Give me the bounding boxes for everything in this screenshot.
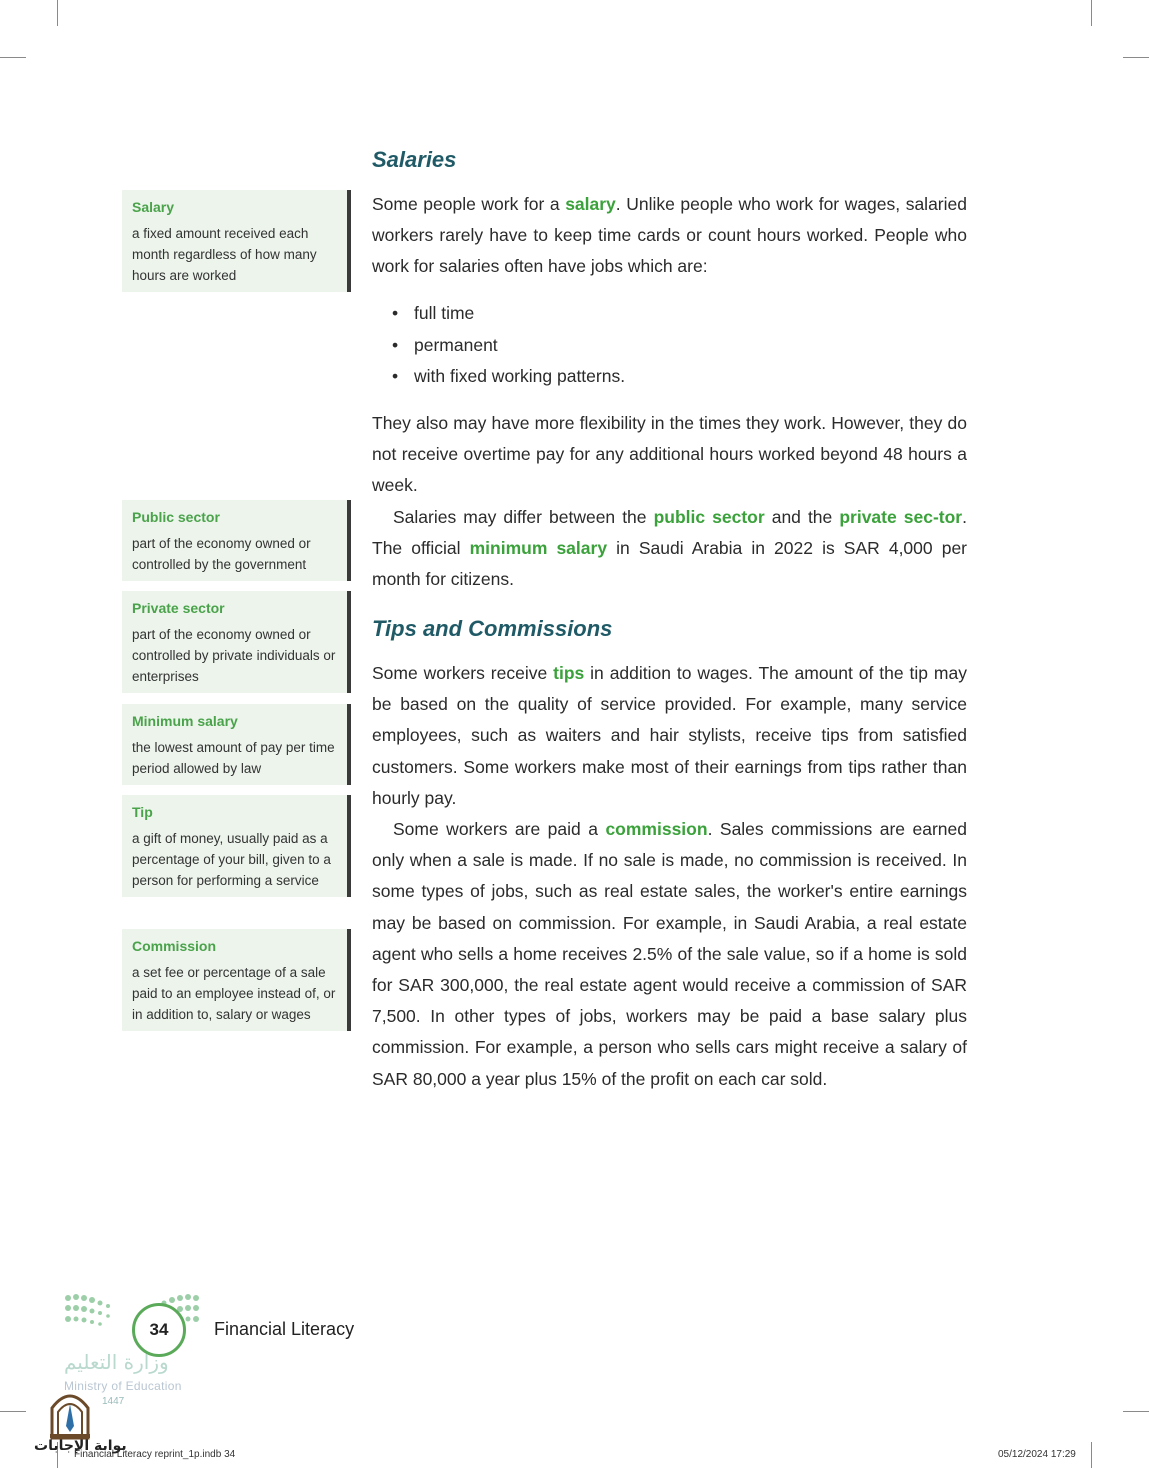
ministry-name-arabic: وزارة التعليم <box>64 1350 169 1374</box>
glossary-box-salary <box>122 190 351 292</box>
salaries-paragraph-3 <box>372 502 967 596</box>
crop-mark <box>1091 0 1092 26</box>
book-title: Financial Literacy <box>214 1319 355 1339</box>
glossary-box-public-sector <box>122 500 351 581</box>
page-number: 34 <box>149 1320 169 1339</box>
salaries-paragraph-2 <box>372 408 967 595</box>
tips-section-body <box>372 658 967 1095</box>
glossary-term: Minimum salary <box>132 713 238 729</box>
glossary-box-private-sector <box>122 591 351 693</box>
glossary-term: Commission <box>132 938 217 954</box>
crop-mark <box>57 0 58 26</box>
text-run: Some workers receive <box>372 663 554 683</box>
crop-mark <box>0 57 26 58</box>
crop-mark <box>1123 1411 1149 1412</box>
glossary-definition: a set fee or percentage of a sale paid to an employee instead of, or in addition to, salary or wages <box>132 965 336 1022</box>
glossary-box-tip <box>122 795 351 897</box>
text-run: and the <box>764 506 840 527</box>
year-label: 1447 <box>102 1396 125 1407</box>
glossary-definition: a fixed amount received each month regardless of how many hours are worked <box>132 226 317 283</box>
glossary-definition: the lowest amount of pay per time period allowed by law <box>132 740 335 776</box>
glossary-definition: part of the economy owned or controlled by private individuals or enterprises <box>132 627 336 684</box>
glossary-term: Tip <box>132 804 153 820</box>
keyword-public-sector: public sector <box>653 506 765 527</box>
watermark-logo-icon <box>46 1388 94 1440</box>
text-run: Salaries may differ between the <box>393 506 654 527</box>
print-slug-date: 05/12/2024 17:29 <box>998 1449 1076 1460</box>
glossary-definition: a gift of money, usually paid as a percentage of your bill, given to a person for performing a service <box>132 831 331 888</box>
crop-mark <box>1091 1442 1092 1468</box>
text-run: in Saudi Arabia in 2022 is SAR 4,000 per month for citizens. <box>372 537 967 590</box>
glossary-term: Private sector <box>132 600 225 616</box>
glossary-box-minimum-salary <box>122 704 351 785</box>
keyword-minimum-salary: minimum salary <box>469 537 608 558</box>
salaries-paragraph-1 <box>372 189 967 283</box>
crop-mark <box>0 1411 26 1412</box>
paragraph-text: They also may have more flexibility in the times they work. However, they do not receive overtime pay for any additional hours worked beyond 48 hours a week. <box>372 413 967 496</box>
glossary-definition: part of the economy owned or controlled by the government <box>132 536 311 572</box>
glossary-term: Public sector <box>132 509 220 525</box>
watermark-text: بوابة الإجابات <box>34 1438 127 1454</box>
list-item: • full time <box>392 298 625 330</box>
keyword-tips: tips <box>553 663 585 683</box>
text-run: . The official <box>372 506 967 558</box>
glossary-term: Salary <box>132 199 175 215</box>
job-features-list <box>392 298 625 393</box>
ministry-name-english: Ministry of Education <box>64 1379 182 1393</box>
text-run: . Sales commissions are earned only when a sale is made. If no sale is made, no commission is received. In some types of jobs, such as real estate sales, the worker's entire earnings may be based on commission. For example, in Saudi Arabia, a real estate agent who sells a home receives 2.5% of the sale value, so if a home is sold for SAR 300,000, the real estate agent would receive a commission of SAR 7,500. In other types of jobs, workers may be paid a base salary plus commission. For example, a person who sells cars might receive a salary of SAR 80,000 a year plus 15% of the profit on each car sold. <box>372 819 967 1089</box>
tips-paragraph-1 <box>372 658 967 814</box>
glossary-box-commission <box>122 929 351 1031</box>
text-run: . Unlike people who work for wages, salaried workers rarely have to keep time cards or count hours worked. People who work for salaries often have jobs which are: <box>372 194 967 277</box>
keyword-commission: commission <box>605 819 708 840</box>
print-slug-file: Financial Literacy reprint_1p.indb 34 <box>74 1449 236 1460</box>
section-heading-salaries: Salaries <box>372 147 457 172</box>
keyword-private-sector: private sec-tor <box>839 506 963 527</box>
text-run: in addition to wages. The amount of the tip may be based on the quality of service provided. For example, many service employees, such as waiters and hair stylists, receive tips from satisfied customers. Some workers make most of their earnings from tips rather than hourly pay. <box>372 663 967 808</box>
section-heading-tips: Tips and Commissions <box>372 616 613 641</box>
list-item: • with fixed working patterns. <box>392 361 625 393</box>
text-run: Some workers are paid a <box>393 819 606 840</box>
tips-paragraph-2 <box>372 814 967 1095</box>
keyword-salary: salary <box>565 194 616 214</box>
page-number-badge <box>132 1303 186 1357</box>
text-run: Some people work for a <box>372 194 566 214</box>
list-item: • permanent <box>392 330 625 362</box>
crop-mark <box>1123 57 1149 58</box>
